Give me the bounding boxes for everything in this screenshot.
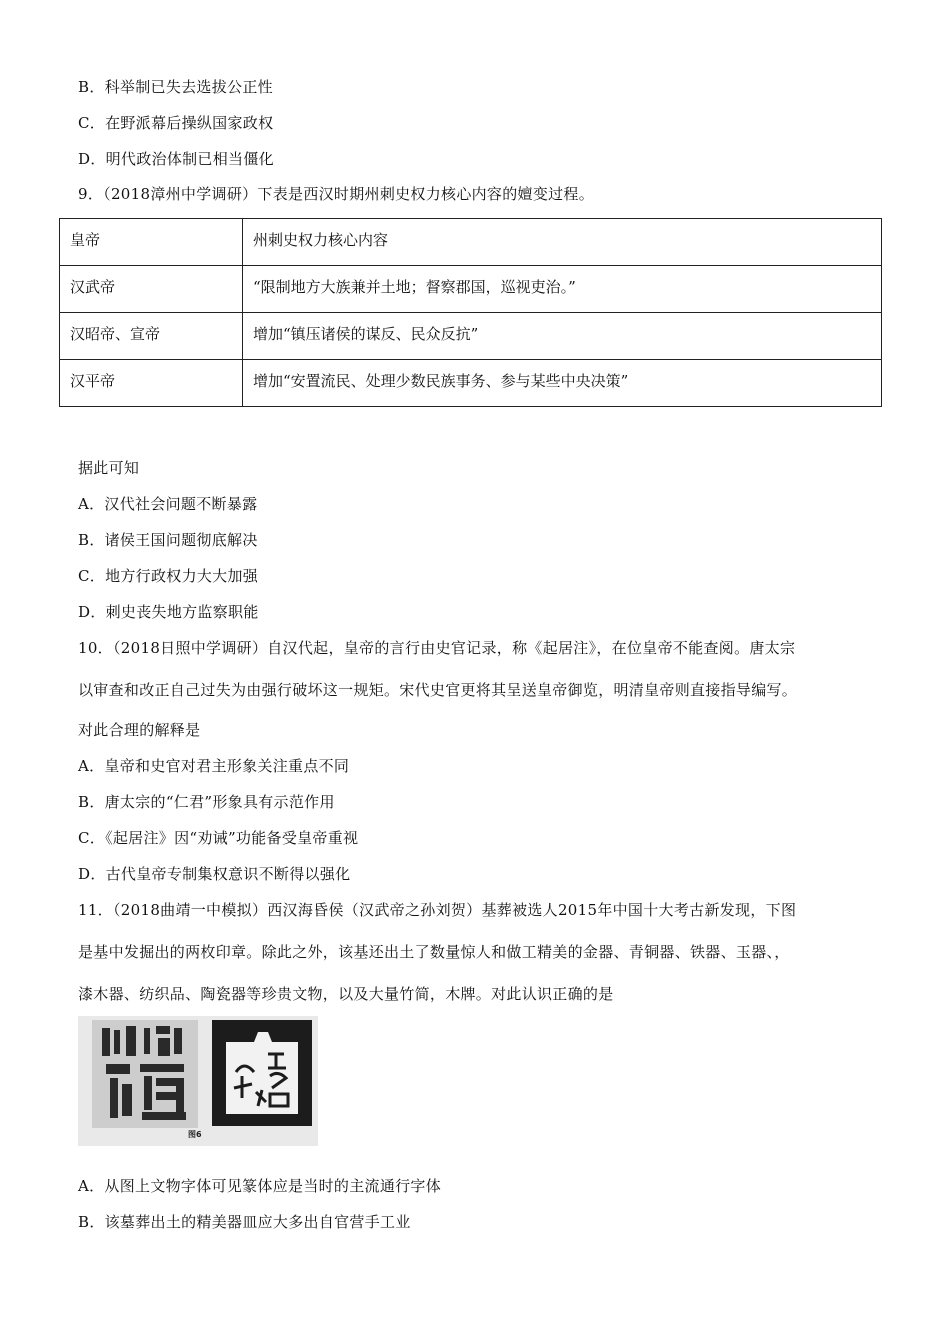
table-row [60, 313, 882, 360]
q11-stem-line-1: 11．（2018曲靖一中模拟）西汉海昏侯（汉武帝之孙刘贺）基葬被选人2015年中国十大考古新发现，下图 [78, 901, 797, 919]
q10-option-c: C．《起居注》因“劝诫”功能备受皇帝重视 [78, 829, 359, 847]
q9-table [59, 218, 882, 407]
q11-option-b: B．该墓葬出土的精美器皿应大多出自官营手工业 [78, 1213, 411, 1231]
q9-option-d: D．刺史丧失地方监察职能 [78, 603, 259, 621]
table-cell: 汉平帝 [60, 360, 243, 407]
table-cell: 汉武帝 [60, 266, 243, 313]
table-cell: 增加“镇压诸侯的谋反、民众反抗” [243, 313, 882, 360]
figure-caption: 图6 [188, 1130, 202, 1139]
seal-figure [78, 1016, 318, 1146]
q11-stem-line-3: 漆木器、纺织品、陶瓷器等珍贵文物，以及大量竹简，木牌。对此认识正确的是 [78, 985, 614, 1003]
q8-option-d: D．明代政治体制已相当僵化 [78, 150, 274, 168]
q9-prompt: 据此可知 [78, 459, 140, 477]
q9-option-b: B．诸侯王国问题彻底解决 [78, 531, 258, 549]
table-header-row [60, 219, 882, 266]
q9-stem: 9．（2018漳州中学调研）下表是西汉时期州刺史权力核心内容的嬗变过程。 [78, 185, 595, 203]
q10-option-b: B．唐太宗的“仁君”形象具有示范作用 [78, 793, 335, 811]
table-header-cell: 皇帝 [60, 219, 243, 266]
q11-stem-line-2: 是基中发掘出的两枚印章。除此之外，该基还出土了数量惊人和做工精美的金器、青铜器、铁器、玉器、， [78, 943, 790, 961]
table-row [60, 360, 882, 407]
q8-option-b: B．科举制已失去选拔公正性 [78, 78, 273, 96]
table-row [60, 266, 882, 313]
seal-impression-image [92, 1020, 198, 1128]
table-cell: 增加“安置流民、处理少数民族事务、参与某些中央决策” [243, 360, 882, 407]
q10-stem-line-3: 对此合理的解释是 [78, 721, 201, 739]
q10-stem-line-1: 10．（2018日照中学调研）自汉代起，皇帝的言行由史官记录，称《起居注》，在位皇帝不能查阅。唐太宗 [78, 639, 796, 657]
q10-option-d: D．古代皇帝专制集权意识不断得以强化 [78, 865, 351, 883]
q11-option-a: A．从图上文物字体可见篆体应是当时的主流通行字体 [78, 1177, 442, 1195]
q10-option-a: A．皇帝和史官对君主形象关注重点不同 [78, 757, 350, 775]
table-cell: “限制地方大族兼并土地；督察郡国，巡视吏治。” [243, 266, 882, 313]
q9-option-a: A．汉代社会问题不断暴露 [78, 495, 258, 513]
q8-option-c: C．在野派幕后操纵国家政权 [78, 114, 274, 132]
seal-stamp-image [212, 1020, 312, 1126]
table-cell: 汉昭帝、宣帝 [60, 313, 243, 360]
q10-stem-line-2: 以审查和改正自己过失为由强行破坏这一规矩。宋代史官更将其呈送皇帝御览，明清皇帝则直接指导编写。 [78, 681, 798, 699]
table-header-cell: 州刺史权力核心内容 [243, 219, 882, 266]
q9-option-c: C．地方行政权力大大加强 [78, 567, 259, 585]
